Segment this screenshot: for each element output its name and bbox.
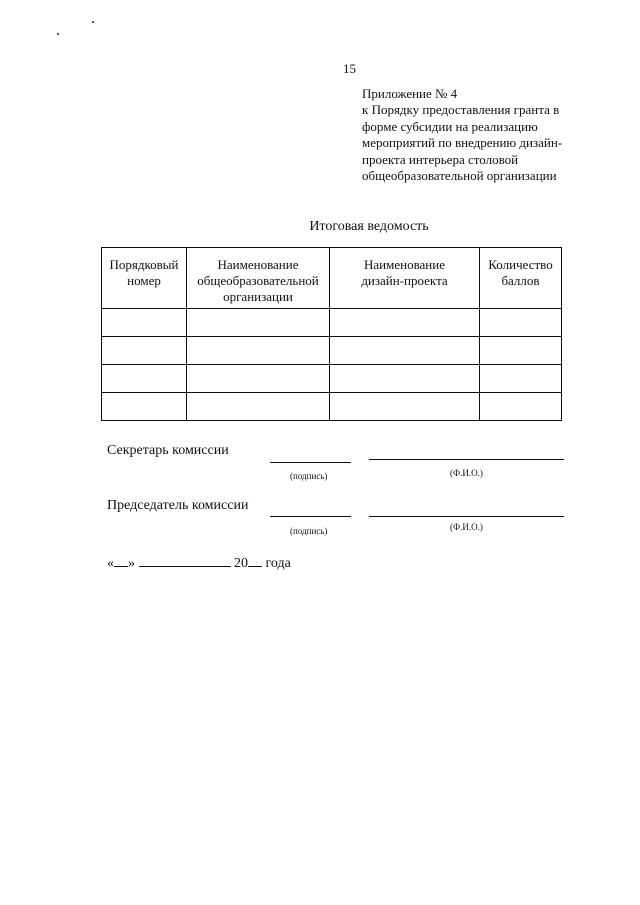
- appendix-block: [362, 86, 602, 184]
- header-cell-number: [102, 248, 187, 309]
- header-cell-organization: [187, 248, 330, 309]
- date-open-quote: «: [107, 556, 114, 571]
- chairman-signature-line[interactable]: [270, 516, 351, 517]
- header-cell-score: [480, 248, 562, 309]
- table-cell[interactable]: [187, 337, 330, 365]
- page-number: 15: [343, 61, 356, 76]
- date-line: [107, 553, 291, 572]
- table-row: [102, 309, 562, 337]
- appendix-line: форме субсидии на реализацию: [362, 118, 538, 134]
- scan-mark: [92, 21, 94, 23]
- secretary-name-line[interactable]: [369, 459, 564, 460]
- header-text: Наименование: [364, 257, 445, 272]
- chairman-name-caption: (Ф.И.О.): [450, 522, 483, 532]
- header-text: Порядковый: [109, 257, 179, 272]
- table-cell[interactable]: [102, 309, 187, 337]
- year-suffix: года: [265, 556, 291, 571]
- summary-table: [101, 247, 562, 421]
- table-cell[interactable]: [187, 393, 330, 421]
- table-cell[interactable]: [480, 309, 562, 337]
- header-text: баллов: [501, 273, 540, 288]
- secretary-name-caption: (Ф.И.О.): [450, 468, 483, 478]
- chairman-sign-caption: (подпись): [290, 526, 328, 536]
- header-text: организации: [223, 289, 293, 304]
- table-cell[interactable]: [187, 309, 330, 337]
- table-cell[interactable]: [102, 365, 187, 393]
- table-cell[interactable]: [330, 337, 480, 365]
- header-text: общеобразовательной: [197, 273, 319, 288]
- date-close-quote: »: [128, 556, 135, 571]
- table-cell[interactable]: [330, 365, 480, 393]
- header-text: Количество: [488, 257, 553, 272]
- document-title: Итоговая ведомость: [309, 219, 429, 234]
- appendix-line: мероприятий по внедрению дизайн-: [362, 135, 563, 151]
- appendix-line: проекта интерьера столовой: [362, 151, 519, 167]
- table-header-row: [102, 248, 562, 309]
- table-cell[interactable]: [480, 337, 562, 365]
- table-row: [102, 393, 562, 421]
- header-text: дизайн-проекта: [361, 273, 448, 288]
- secretary-sign-caption: (подпись): [290, 471, 328, 481]
- table-cell[interactable]: [480, 393, 562, 421]
- table-cell[interactable]: [330, 309, 480, 337]
- day-blank[interactable]: [114, 553, 128, 567]
- document-title-row: [0, 219, 640, 235]
- header-text: Наименование: [217, 257, 299, 272]
- appendix-line: Приложение № 4: [362, 86, 458, 101]
- scan-mark: [57, 33, 59, 35]
- header-text: номер: [127, 273, 161, 288]
- table-cell[interactable]: [102, 337, 187, 365]
- year-blank[interactable]: [248, 553, 262, 567]
- month-blank[interactable]: [139, 553, 231, 567]
- chairman-label: Председатель комиссии: [107, 498, 249, 513]
- secretary-label: Секретарь комиссии: [107, 443, 229, 458]
- table-cell[interactable]: [480, 365, 562, 393]
- appendix-line: общеобразовательной организации: [362, 168, 557, 184]
- table-cell[interactable]: [102, 393, 187, 421]
- header-cell-design-project: [330, 248, 480, 309]
- table-row: [102, 337, 562, 365]
- year-prefix: 20: [234, 556, 248, 571]
- table-row: [102, 365, 562, 393]
- chairman-name-line[interactable]: [369, 516, 564, 517]
- table-cell[interactable]: [330, 393, 480, 421]
- secretary-signature-line[interactable]: [270, 462, 351, 463]
- appendix-line: к Порядку предоставления гранта в: [362, 102, 560, 118]
- table-cell[interactable]: [187, 365, 330, 393]
